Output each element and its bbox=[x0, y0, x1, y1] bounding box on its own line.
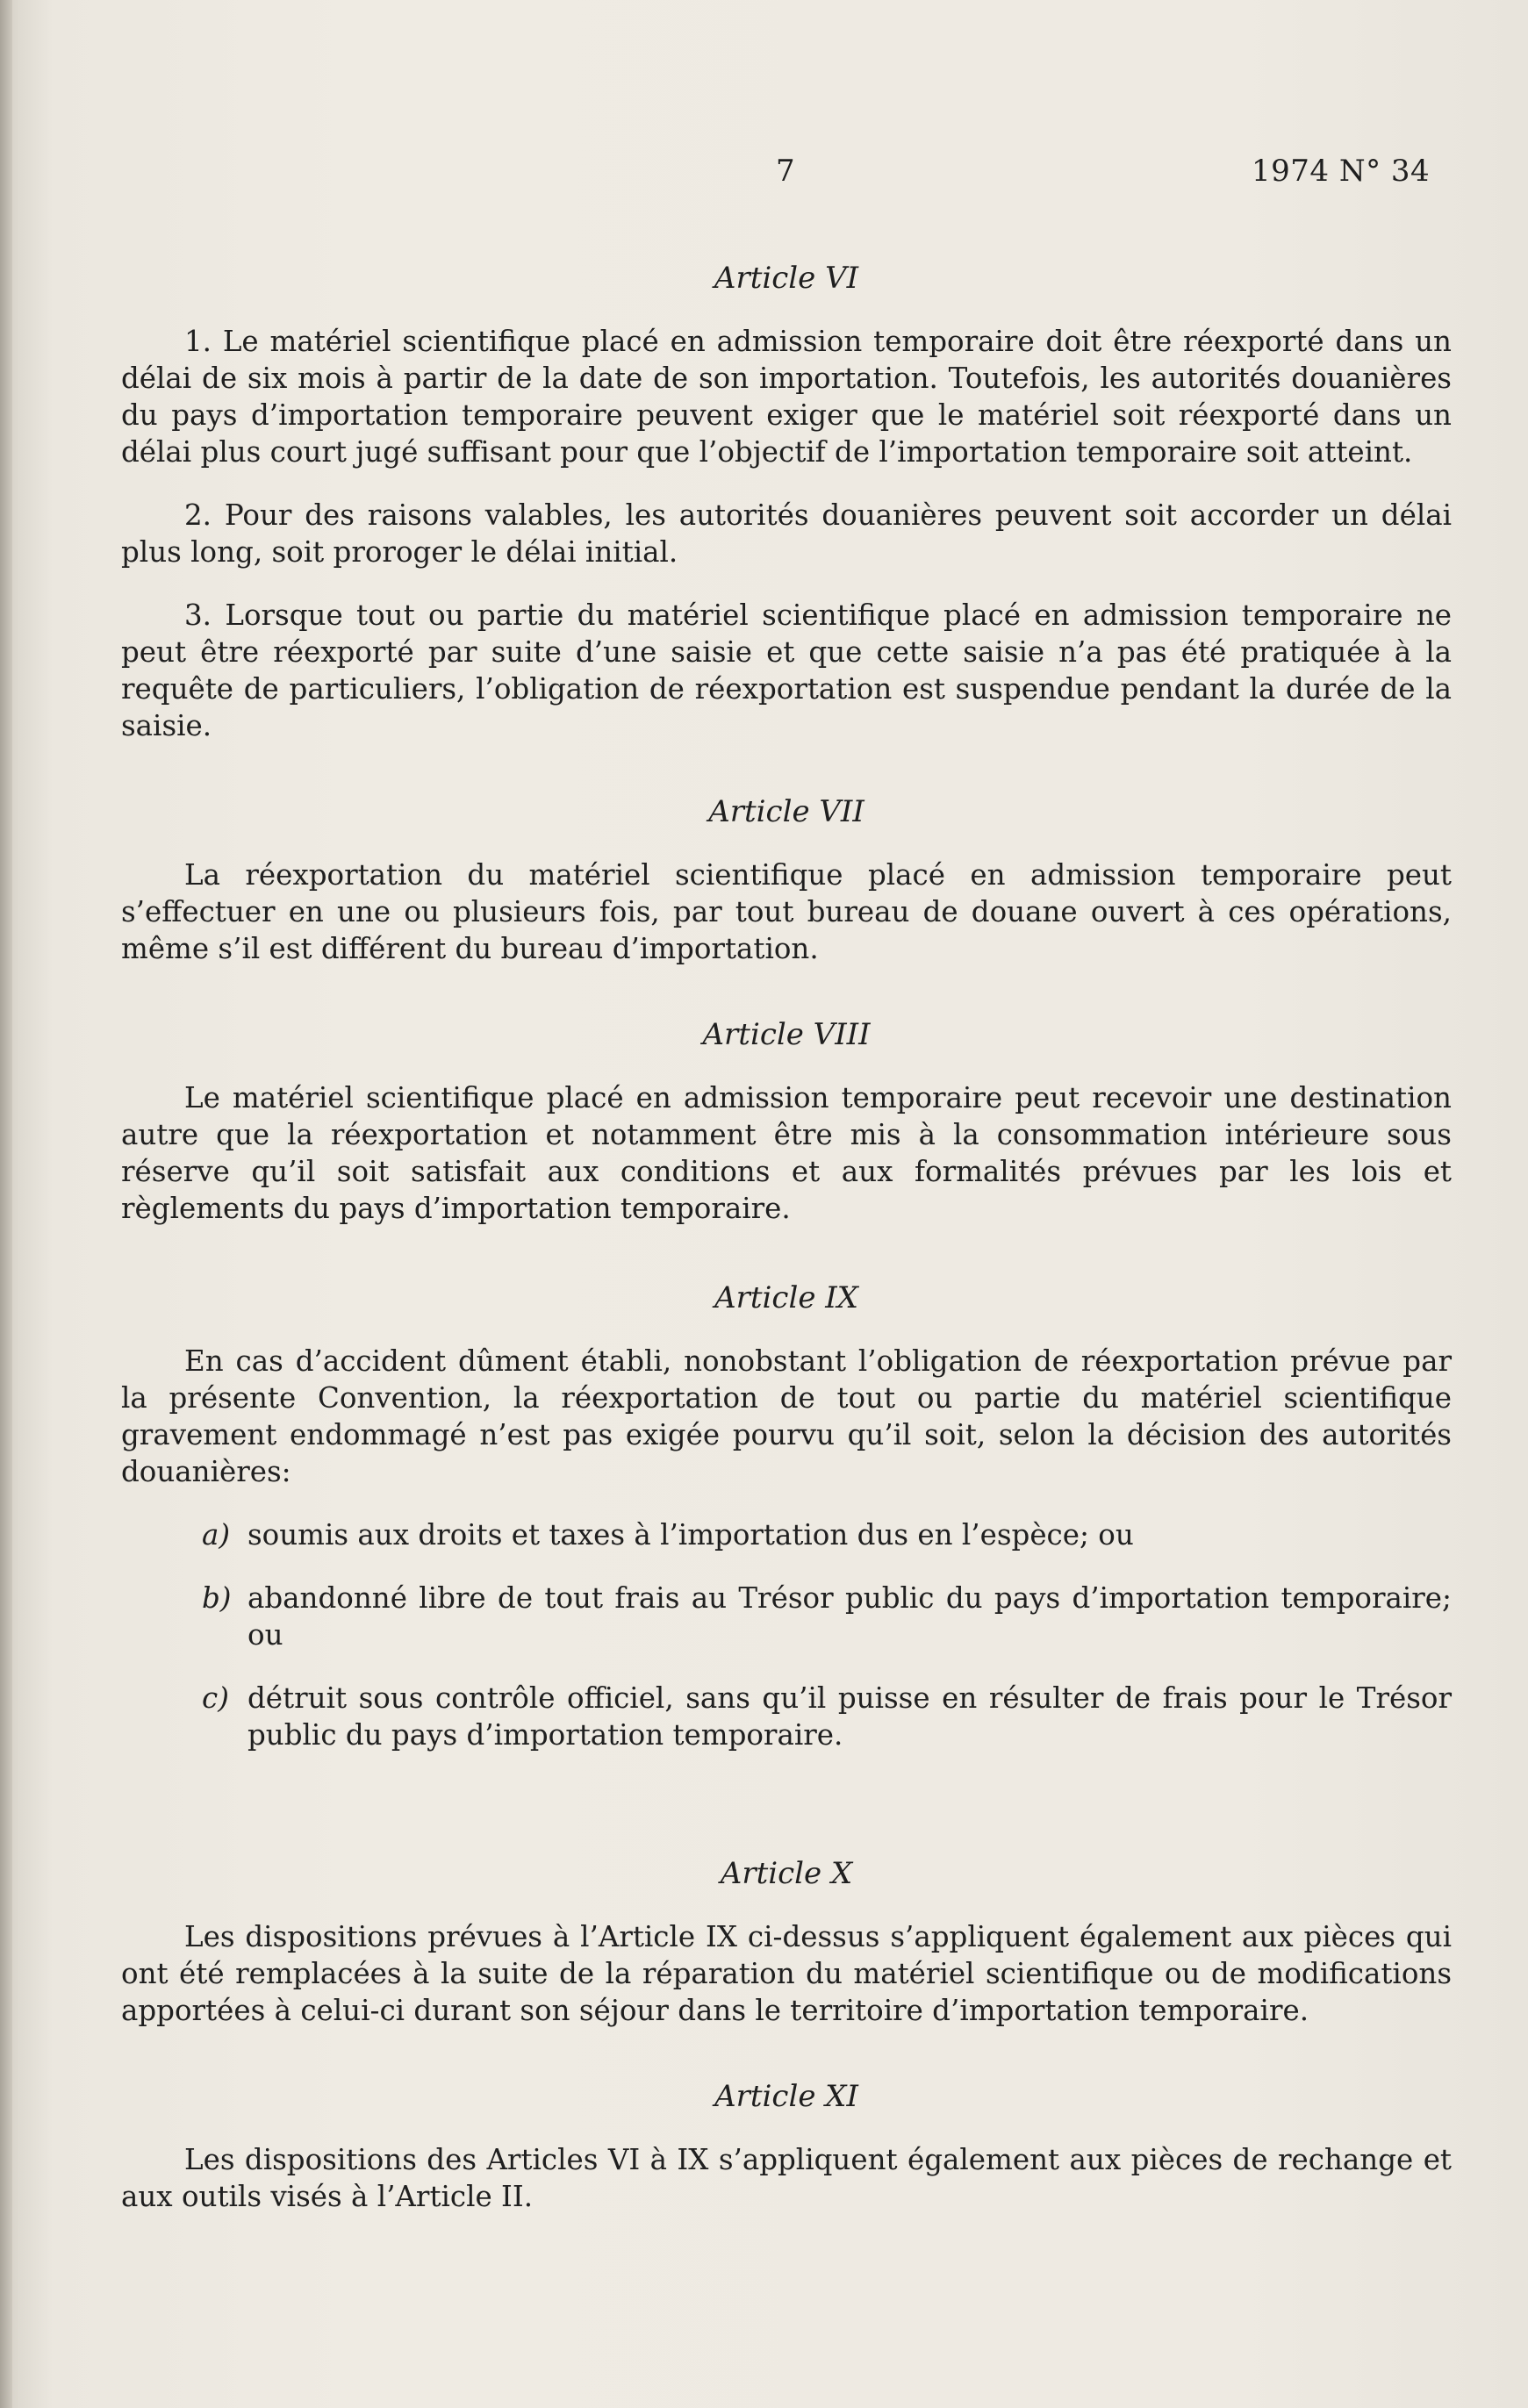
article-viii bbox=[121, 1016, 1452, 1227]
article-vii bbox=[121, 793, 1452, 967]
list-item-label: a) bbox=[202, 1518, 231, 1552]
article-paragraph: 2. Pour des raisons valables, les autorités douanières peuvent soit accorder un délai plus long, soit proroger le délai initial. bbox=[121, 498, 1452, 569]
list-item-label: b) bbox=[202, 1581, 232, 1615]
list-item bbox=[121, 1680, 1452, 1753]
article-paragraph: Les dispositions des Articles VI à IX s’appliquent également aux pièces de rechange et aux outils visés à l’Article II. bbox=[121, 2143, 1452, 2213]
article-paragraph: En cas d’accident dûment établi, nonobstant l’obligation de réexportation prévue par la présente Convention, la réexportation de tout ou partie du matériel scientifique gravement endommagé n’est pas exigée pourvu qu’il soit, selon la décision des autorités douanières: bbox=[121, 1344, 1452, 1488]
list-item bbox=[121, 1516, 1452, 1553]
article-vi bbox=[121, 260, 1452, 744]
article-title: Article X bbox=[720, 1856, 853, 1891]
article-paragraph: Le matériel scientifique placé en admission temporaire peut recevoir une destination autre que la réexportation et notamment être mis à la consommation intérieure sous réserve qu’il soit satisfait aux conditions et aux formalités prévues par les lois et règlements du pays d’importation temporaire. bbox=[121, 1081, 1452, 1225]
article-x bbox=[121, 1855, 1452, 2029]
article-xi bbox=[121, 2078, 1452, 2215]
document-body bbox=[121, 260, 1452, 2241]
article-title: Article XI bbox=[714, 2079, 858, 2114]
list-item bbox=[121, 1580, 1452, 1653]
article-paragraph: Les dispositions prévues à l’Article IX ci-dessus s’appliquent également aux pièces qui ont été remplacées à la suite de la réparation du matériel scientifique ou de modifications apportées à celui-ci durant son séjour dans le territoire d’importation temporaire. bbox=[121, 1920, 1452, 2027]
article-title: Article VI bbox=[714, 261, 859, 296]
article-title: Article VII bbox=[708, 794, 864, 829]
document-reference: 1974 N° 34 bbox=[1252, 154, 1431, 189]
article-paragraph: 3. Lorsque tout ou partie du matériel scientifique placé en admission temporaire ne peut être réexporté par suite d’une saisie et que cette saisie n’a pas été pratiquée à la requête de particuliers, l’obligation de réexportation est suspendue pendant la durée de la saisie. bbox=[121, 598, 1452, 742]
page-binding-edge bbox=[0, 0, 12, 2408]
article-title: Article IX bbox=[714, 1280, 858, 1315]
article-ix bbox=[121, 1279, 1452, 1753]
list-item-label: c) bbox=[202, 1681, 229, 1715]
list-item-text: soumis aux droits et taxes à l’importation dus en l’espèce; ou bbox=[247, 1518, 1134, 1552]
article-paragraph: La réexportation du matériel scientifique placé en admission temporaire peut s’effectuer en une ou plusieurs fois, par tout bureau de douane ouvert à ces opérations, même s’il est différent du bureau d’importation. bbox=[121, 858, 1452, 965]
article-paragraph: 1. Le matériel scientifique placé en admission temporaire doit être réexporté dans un délai de six mois à partir de la date de son importation. Toutefois, les autorités douanières du pays d’importation temporaire peuvent exiger que le matériel soit réexporté dans un délai plus court jugé suffisant pour que l’objectif de l’importation temporaire soit atteint. bbox=[121, 325, 1452, 469]
list-item-text: détruit sous contrôle officiel, sans qu’il puisse en résulter de frais pour le Trésor public du pays d’importation temporaire. bbox=[247, 1681, 1452, 1752]
article-title: Article VIII bbox=[702, 1017, 871, 1052]
list-item-text: abandonné libre de tout frais au Trésor public du pays d’importation temporaire; ou bbox=[247, 1581, 1452, 1652]
page-number: 7 bbox=[776, 154, 796, 189]
